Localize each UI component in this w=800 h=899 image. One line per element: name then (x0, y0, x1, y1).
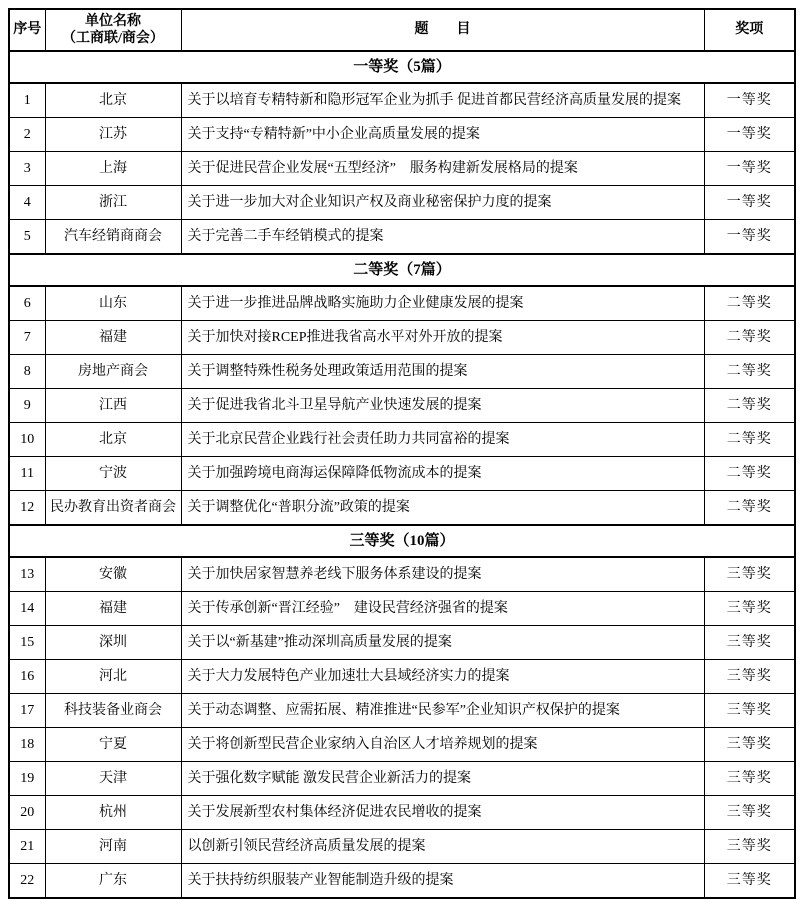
cell-no: 9 (9, 389, 45, 423)
cell-unit: 房地产商会 (45, 355, 181, 389)
table-row (9, 83, 795, 118)
cell-unit: 汽车经销商商会 (45, 220, 181, 255)
cell-no: 17 (9, 694, 45, 728)
cell-title: 关于北京民营企业践行社会责任助力共同富裕的提案 (181, 423, 704, 457)
section-row (9, 525, 795, 557)
cell-no: 18 (9, 728, 45, 762)
cell-title: 关于调整优化“普职分流”政策的提案 (181, 491, 704, 526)
cell-award: 二等奖 (704, 389, 795, 423)
table-row (9, 728, 795, 762)
cell-no: 16 (9, 660, 45, 694)
cell-unit: 民办教育出资者商会 (45, 491, 181, 526)
cell-title: 关于发展新型农村集体经济促进农民增收的提案 (181, 796, 704, 830)
cell-unit: 天津 (45, 762, 181, 796)
cell-title: 关于传承创新“晋江经验” 建设民营经济强省的提案 (181, 592, 704, 626)
cell-unit: 福建 (45, 321, 181, 355)
cell-award: 三等奖 (704, 762, 795, 796)
cell-unit: 宁波 (45, 457, 181, 491)
table-row (9, 186, 795, 220)
cell-unit: 杭州 (45, 796, 181, 830)
cell-unit: 福建 (45, 592, 181, 626)
cell-unit: 北京 (45, 423, 181, 457)
cell-award: 二等奖 (704, 423, 795, 457)
col-header-award: 奖项 (704, 9, 795, 51)
cell-title: 关于支持“专精特新”中小企业高质量发展的提案 (181, 118, 704, 152)
section-row (9, 254, 795, 286)
cell-unit: 深圳 (45, 626, 181, 660)
cell-no: 12 (9, 491, 45, 526)
cell-title: 关于强化数字赋能 激发民营企业新活力的提案 (181, 762, 704, 796)
cell-title: 关于调整特殊性税务处理政策适用范围的提案 (181, 355, 704, 389)
cell-no: 11 (9, 457, 45, 491)
cell-no: 5 (9, 220, 45, 255)
cell-title: 关于进一步加大对企业知识产权及商业秘密保护力度的提案 (181, 186, 704, 220)
cell-no: 13 (9, 557, 45, 592)
cell-award: 二等奖 (704, 321, 795, 355)
header-row (9, 9, 795, 51)
cell-unit: 浙江 (45, 186, 181, 220)
cell-award: 二等奖 (704, 286, 795, 321)
cell-title: 关于加快居家智慧养老线下服务体系建设的提案 (181, 557, 704, 592)
cell-title: 关于加快对接RCEP推进我省高水平对外开放的提案 (181, 321, 704, 355)
cell-title: 关于扶持纺织服装产业智能制造升级的提案 (181, 864, 704, 899)
table-row (9, 118, 795, 152)
section-title: 三等奖（10篇） (9, 525, 795, 557)
table-row (9, 762, 795, 796)
cell-award: 一等奖 (704, 152, 795, 186)
cell-unit: 河南 (45, 830, 181, 864)
table-header (9, 9, 795, 51)
cell-award: 二等奖 (704, 355, 795, 389)
awards-table (8, 8, 796, 899)
table-row (9, 321, 795, 355)
cell-no: 21 (9, 830, 45, 864)
cell-title: 关于以培育专精特新和隐形冠军企业为抓手 促进首都民营经济高质量发展的提案 (181, 83, 704, 118)
cell-title: 关于以“新基建”推动深圳高质量发展的提案 (181, 626, 704, 660)
cell-unit: 广东 (45, 864, 181, 899)
col-header-no: 序号 (9, 9, 45, 51)
table-row (9, 152, 795, 186)
cell-title: 以创新引领民营经济高质量发展的提案 (181, 830, 704, 864)
cell-no: 3 (9, 152, 45, 186)
cell-no: 1 (9, 83, 45, 118)
cell-title: 关于完善二手车经销模式的提案 (181, 220, 704, 255)
cell-no: 8 (9, 355, 45, 389)
cell-award: 一等奖 (704, 118, 795, 152)
cell-award: 三等奖 (704, 626, 795, 660)
cell-award: 三等奖 (704, 592, 795, 626)
cell-award: 三等奖 (704, 660, 795, 694)
cell-no: 20 (9, 796, 45, 830)
cell-no: 7 (9, 321, 45, 355)
section-row (9, 51, 795, 83)
cell-award: 三等奖 (704, 694, 795, 728)
cell-title: 关于加强跨境电商海运保障降低物流成本的提案 (181, 457, 704, 491)
table-row (9, 592, 795, 626)
table-row (9, 626, 795, 660)
cell-unit: 河北 (45, 660, 181, 694)
table-row (9, 694, 795, 728)
cell-title: 关于大力发展特色产业加速壮大县域经济实力的提案 (181, 660, 704, 694)
table-row (9, 423, 795, 457)
cell-no: 15 (9, 626, 45, 660)
cell-title: 关于促进我省北斗卫星导航产业快速发展的提案 (181, 389, 704, 423)
cell-award: 三等奖 (704, 557, 795, 592)
cell-unit: 上海 (45, 152, 181, 186)
col-header-unit (45, 9, 181, 51)
section-title: 二等奖（7篇） (9, 254, 795, 286)
cell-award: 二等奖 (704, 491, 795, 526)
col-header-unit-line2: （工商联/商会） (62, 31, 164, 46)
cell-no: 2 (9, 118, 45, 152)
table-body (9, 51, 795, 898)
cell-title: 关于进一步推进品牌战略实施助力企业健康发展的提案 (181, 286, 704, 321)
table-row (9, 220, 795, 255)
cell-unit: 山东 (45, 286, 181, 321)
col-header-unit-line1: 单位名称 (85, 14, 141, 29)
cell-no: 6 (9, 286, 45, 321)
table-row (9, 491, 795, 526)
cell-unit: 科技装备业商会 (45, 694, 181, 728)
cell-award: 一等奖 (704, 186, 795, 220)
cell-no: 22 (9, 864, 45, 899)
col-header-title: 题 目 (181, 9, 704, 51)
cell-no: 10 (9, 423, 45, 457)
section-title: 一等奖（5篇） (9, 51, 795, 83)
cell-award: 一等奖 (704, 83, 795, 118)
table-row (9, 557, 795, 592)
cell-award: 三等奖 (704, 796, 795, 830)
cell-unit: 北京 (45, 83, 181, 118)
cell-unit: 宁夏 (45, 728, 181, 762)
table-row (9, 796, 795, 830)
table-row (9, 864, 795, 899)
table-row (9, 389, 795, 423)
cell-award: 一等奖 (704, 220, 795, 255)
cell-no: 4 (9, 186, 45, 220)
cell-unit: 江西 (45, 389, 181, 423)
table-row (9, 457, 795, 491)
cell-award: 三等奖 (704, 830, 795, 864)
cell-title: 关于将创新型民营企业家纳入自治区人才培养规划的提案 (181, 728, 704, 762)
cell-award: 二等奖 (704, 457, 795, 491)
cell-unit: 安徽 (45, 557, 181, 592)
table-row (9, 830, 795, 864)
cell-no: 14 (9, 592, 45, 626)
table-row (9, 355, 795, 389)
cell-award: 三等奖 (704, 728, 795, 762)
cell-title: 关于动态调整、应需拓展、精准推进“民参军”企业知识产权保护的提案 (181, 694, 704, 728)
cell-no: 19 (9, 762, 45, 796)
cell-award: 三等奖 (704, 864, 795, 899)
table-row (9, 660, 795, 694)
cell-unit: 江苏 (45, 118, 181, 152)
cell-title: 关于促进民营企业发展“五型经济” 服务构建新发展格局的提案 (181, 152, 704, 186)
table-row (9, 286, 795, 321)
